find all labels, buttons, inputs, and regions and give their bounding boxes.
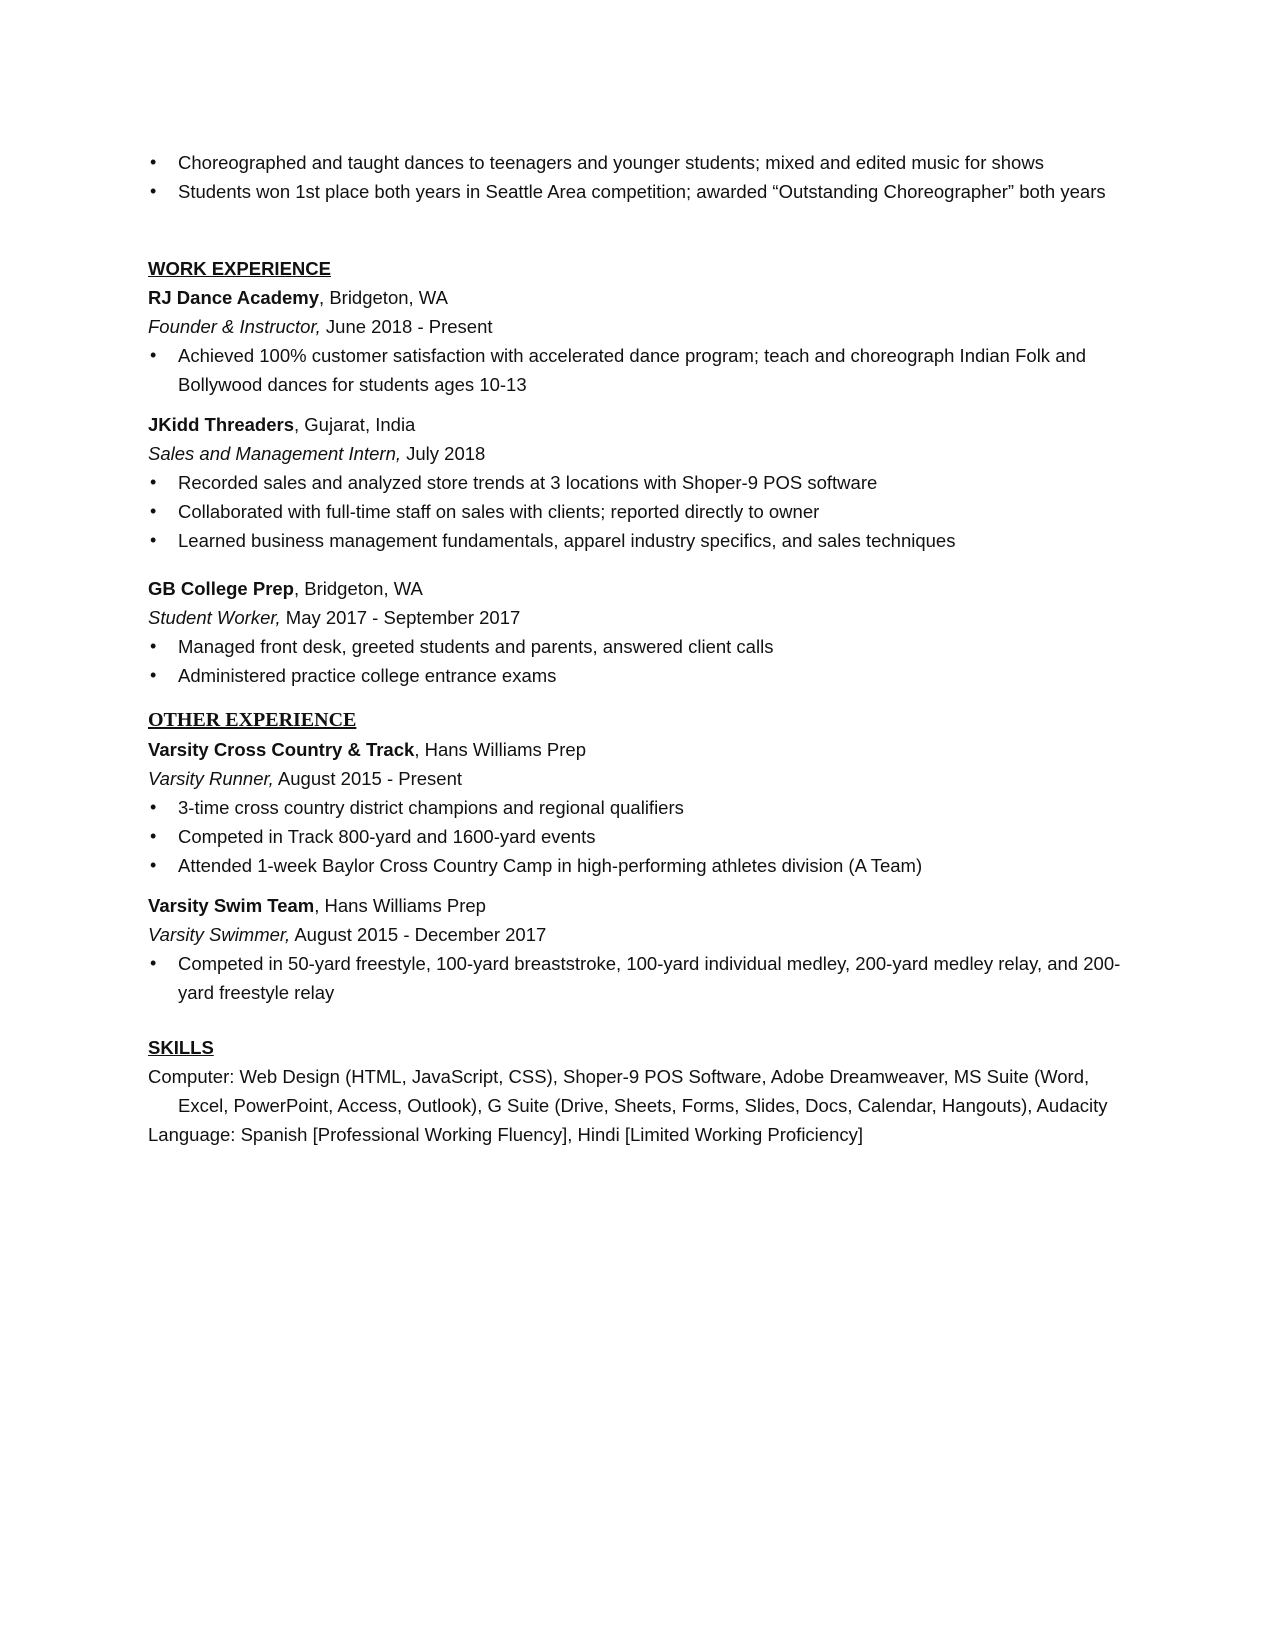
skills-section [148,1033,1128,1149]
section-heading-other: OTHER EXPERIENCE [148,709,357,731]
org-name: GB College Prep [148,578,294,599]
list-item: • Competed in Track 800-yard and 1600-yard events [148,822,1128,851]
org-line [148,410,1128,439]
role-title: Student Worker, [148,607,281,628]
other-entry [148,891,1128,1007]
org-location: , Bridgeton, WA [319,287,448,308]
section-heading-skills: SKILLS [148,1037,214,1058]
bullet-list [148,949,1128,1007]
list-item: • Administered practice college entrance exams [148,661,1128,690]
top-bullet-list [148,148,1128,206]
role-title: Varsity Swimmer, [148,924,291,945]
work-experience-section [148,254,1128,690]
org-name: Varsity Swim Team [148,895,315,916]
bullet-list [148,468,1128,555]
org-location: , Bridgeton, WA [293,578,423,599]
skills-language: Language: Spanish [Professional Working Fluency], Hindi [Limited Working Proficiency] [148,1124,864,1145]
org-location: , Hans Williams Prep [414,739,586,760]
other-experience-section [148,706,1128,1007]
role-line [148,312,1128,341]
org-line [148,283,1128,312]
bullet-list [148,341,1128,399]
role-line [148,764,1128,793]
role-dates: July 2018 [401,443,486,464]
resume-content [148,148,1128,1149]
bullet-list [148,793,1128,880]
section-heading-work: WORK EXPERIENCE [148,258,331,279]
role-line [148,439,1128,468]
org-line [148,735,1128,764]
work-entry [148,574,1128,690]
role-title: Sales and Management Intern, [148,443,401,464]
list-item: • Competed in 50-yard freestyle, 100-yard breaststroke, 100-yard individual medley, 200-yard medley relay, and 200-yard freestyle relay [148,949,1128,1007]
org-line [148,574,1128,603]
org-name: JKidd Threaders [148,414,294,435]
org-name: RJ Dance Academy [148,287,320,308]
list-item: • Collaborated with full-time staff on sales with clients; reported directly to owner [148,497,1128,526]
role-dates: August 2015 - December 2017 [290,924,547,945]
list-item: • Students won 1st place both years in Seattle Area competition; awarded “Outstanding Choreographer” both years [148,177,1128,206]
other-entry [148,735,1128,880]
role-dates: August 2015 - Present [273,768,463,789]
skills-computer: Computer: Web Design (HTML, JavaScript, CSS), Shoper-9 POS Software, Adobe Dreamweaver, MS Suite (Word, Excel, PowerPoint, Access, Outlook), G Suite (Drive, Sheets, Forms, Slides, Docs, Calendar, Hangouts), Audacity [148,1066,1108,1116]
org-line [148,891,1128,920]
list-item: • Attended 1-week Baylor Cross Country Camp in high-performing athletes division (A Team) [148,851,1128,880]
list-item: • Choreographed and taught dances to teenagers and younger students; mixed and edited music for shows [148,148,1128,177]
role-dates: May 2017 - September 2017 [280,607,521,628]
role-line [148,603,1128,632]
role-line [148,920,1128,949]
bullet-list [148,632,1128,690]
list-item: • Recorded sales and analyzed store trends at 3 locations with Shoper-9 POS software [148,468,1128,497]
org-location: , Hans Williams Prep [314,895,486,916]
work-entry [148,283,1128,399]
list-item: • Learned business management fundamentals, apparel industry specifics, and sales techniques [148,526,1128,555]
role-title: Varsity Runner, [148,768,274,789]
org-location: , Gujarat, India [294,414,416,435]
role-title: Founder & Instructor, [148,316,321,337]
work-entry [148,410,1128,555]
list-item: • Managed front desk, greeted students and parents, answered client calls [148,632,1128,661]
org-name: Varsity Cross Country & Track [148,739,415,760]
list-item: • Achieved 100% customer satisfaction with accelerated dance program; teach and choreograph Indian Folk and Bollywood dances for students ages 10-13 [148,341,1128,399]
list-item: • 3-time cross country district champions and regional qualifiers [148,793,1128,822]
role-dates: June 2018 - Present [320,316,493,337]
